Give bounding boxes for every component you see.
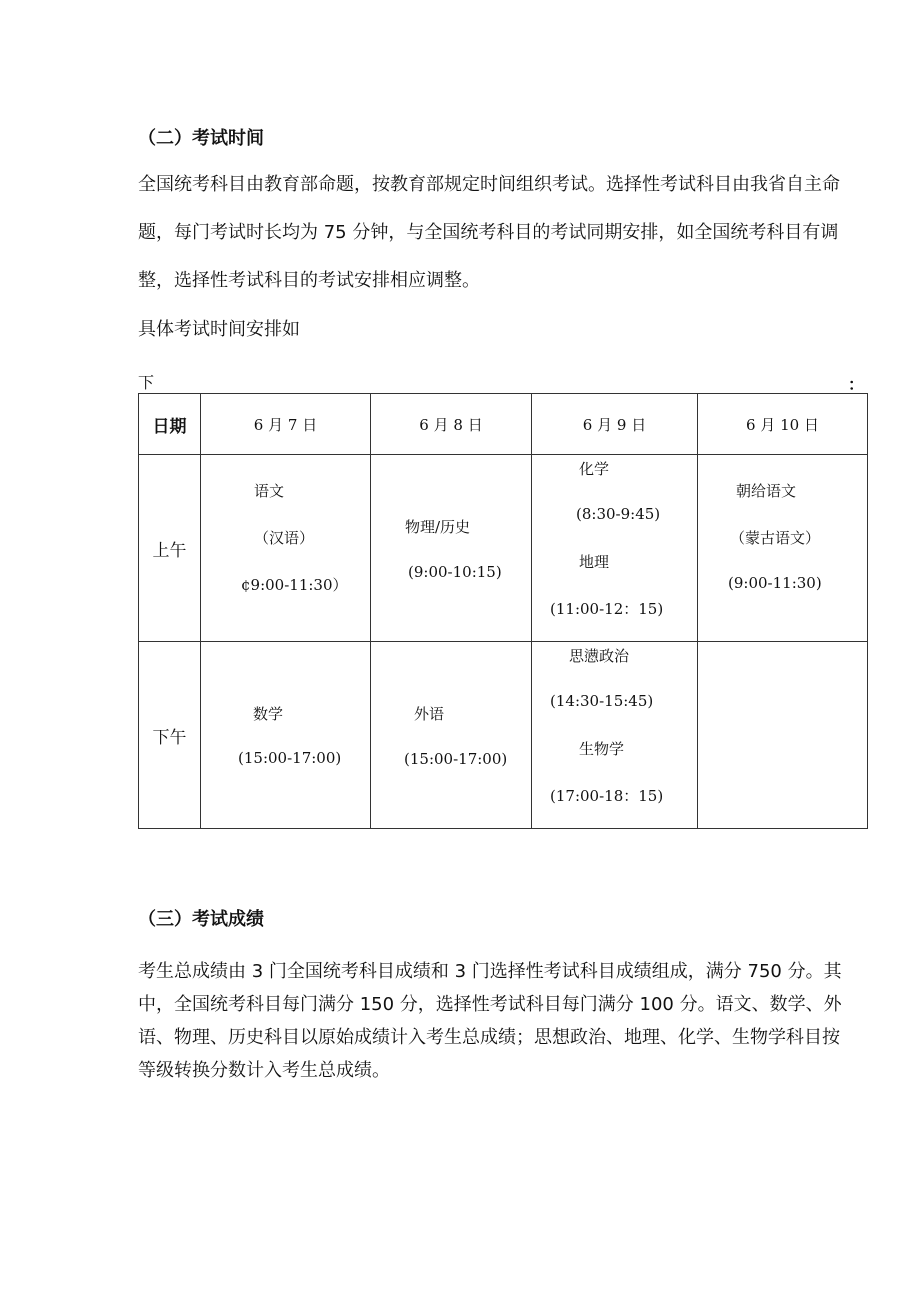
paragraph-line: 题，每门考试时长均为 75 分钟，与全国统考科目的考试同期安排，如全国统考科目有调	[138, 222, 839, 243]
header-june-9: 6 月 9 日	[532, 394, 698, 455]
schedule-intro-tail: 下	[138, 373, 155, 392]
time-range: (15:00-17:00)	[238, 749, 342, 767]
time-range: ¢9:00-11:30）	[241, 576, 348, 594]
cell-afternoon-june-7	[201, 642, 371, 829]
paragraph-line: 全国统考科目由教育部命题，按教育部规定时间组织考试。选择性考试科目由我省自主命	[138, 174, 840, 195]
time-range: (11:00-12：15)	[550, 600, 664, 618]
period-afternoon: 下午	[139, 642, 201, 829]
cell-morning-june-8	[371, 455, 532, 642]
section-heading-exam-time: （二）考试时间	[138, 128, 264, 149]
time-range: (17:00-18：15)	[550, 787, 664, 805]
subject-note: （蒙古语文）	[730, 529, 821, 547]
paragraph-line: 考生总成绩由 3 门全国统考科目成绩和 3 门选择性考试科目成绩组成，满分 750 分。其	[138, 961, 842, 982]
section-heading-exam-scores: （三）考试成绩	[138, 909, 264, 930]
schedule-intro-colon: ：	[848, 375, 865, 394]
cell-afternoon-june-9	[532, 642, 698, 829]
paragraph-line: 中，全国统考科目每门满分 150 分，选择性考试科目每门满分 100 分。语文、数学、外	[138, 994, 842, 1015]
paragraph-line: 语、物理、历史科目以原始成绩计入考生总成绩；思想政治、地理、化学、生物学科目按	[138, 1027, 840, 1048]
time-range: (9:00-11:30)	[728, 574, 822, 592]
paragraph-line: 整，选择性考试科目的考试安排相应调整。	[138, 270, 480, 291]
exam-time-paragraph	[138, 161, 868, 305]
time-range: (14:30-15:45)	[550, 692, 654, 710]
time-range: (15:00-17:00)	[404, 750, 508, 768]
time-range: (9:00-10:15)	[408, 563, 502, 581]
exam-scores-paragraph	[138, 955, 868, 1087]
cell-morning-june-10	[698, 455, 868, 642]
subject: 思懑政治	[569, 647, 630, 665]
cell-afternoon-june-10	[698, 642, 868, 829]
subject: 地理	[579, 553, 610, 571]
table-row-afternoon	[139, 642, 868, 829]
table-header-row	[139, 394, 868, 455]
subject: 化学	[579, 460, 610, 478]
period-morning: 上午	[139, 455, 201, 642]
cell-afternoon-june-8	[371, 642, 532, 829]
header-june-8: 6 月 8 日	[371, 394, 532, 455]
subject: 外语	[414, 705, 445, 723]
schedule-intro: 具体考试时间安排如	[138, 319, 300, 340]
header-june-7: 6 月 7 日	[201, 394, 371, 455]
header-june-10: 6 月 10 日	[698, 394, 868, 455]
header-date: 日期	[139, 394, 201, 455]
cell-morning-june-7	[201, 455, 371, 642]
table-row-morning	[139, 455, 868, 642]
subject-note: （汉语）	[254, 529, 315, 547]
paragraph-line: 等级转换分数计入考生总成绩。	[138, 1060, 390, 1081]
subject: 朝给语文	[736, 482, 797, 500]
exam-schedule-table	[138, 393, 868, 829]
subject: 物理/历史	[405, 518, 471, 536]
cell-morning-june-9	[532, 455, 698, 642]
time-range: (8:30-9:45)	[576, 505, 661, 523]
subject: 生物学	[579, 740, 625, 758]
subject: 数学	[253, 705, 284, 723]
subject: 语文	[254, 482, 285, 500]
